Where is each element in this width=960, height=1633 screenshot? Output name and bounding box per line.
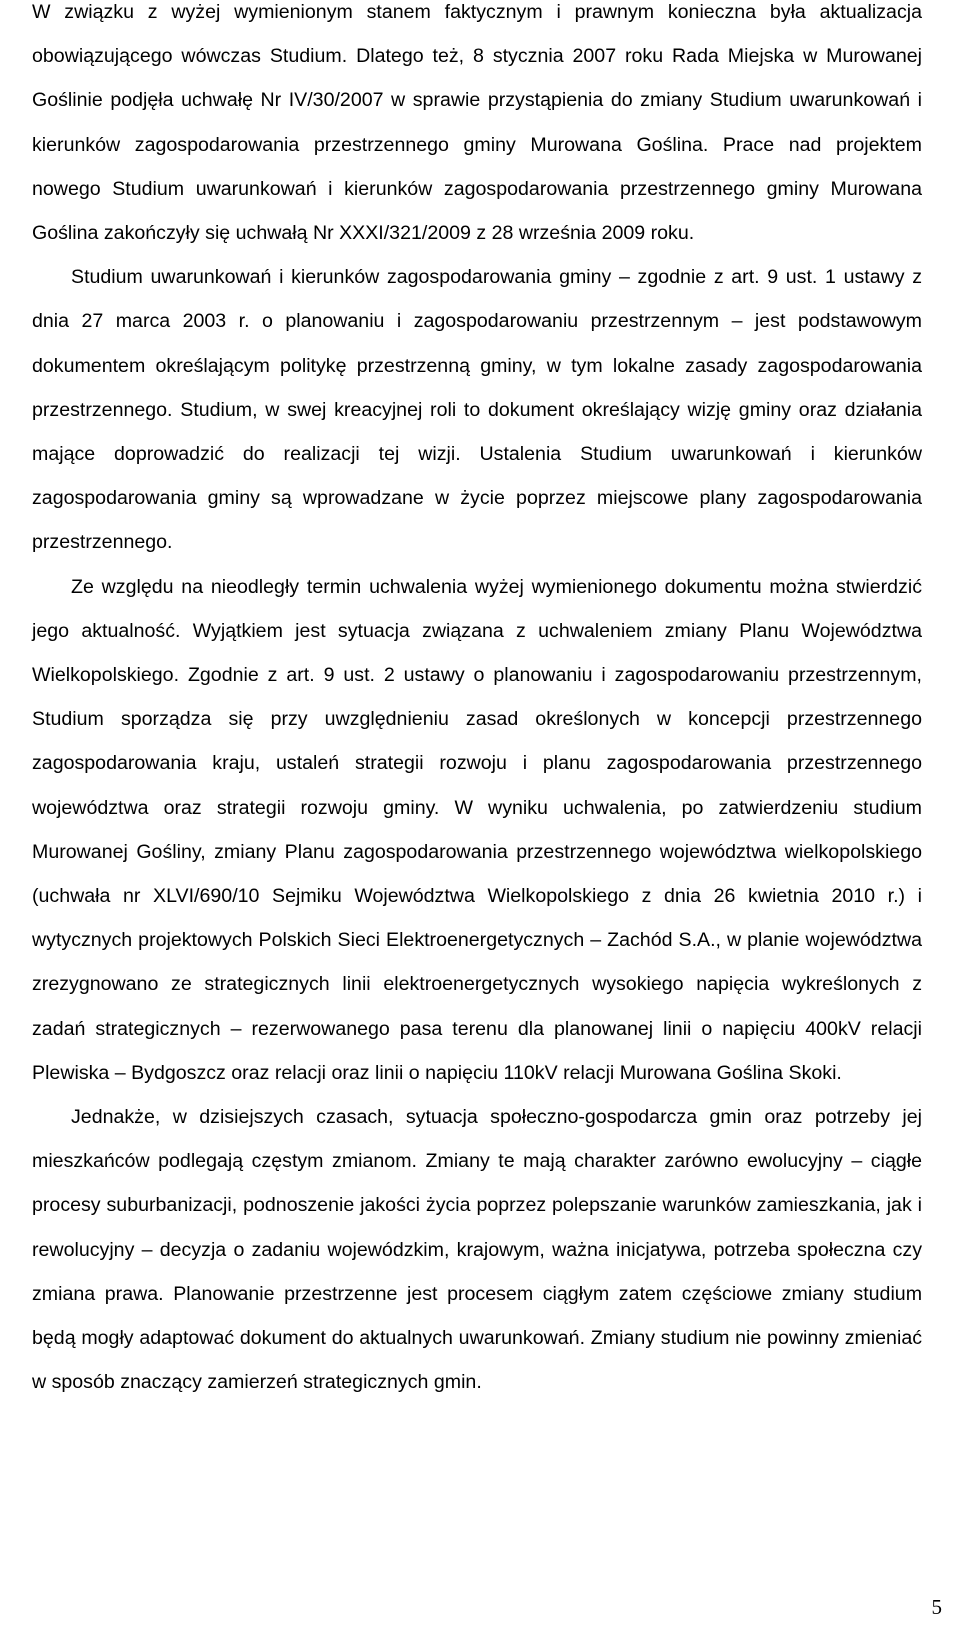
paragraph-4 [32,1095,922,1404]
paragraph-1-sentence-2: Dlatego też, 8 stycznia 2007 roku Rada Miejska w Murowanej Goślinie podjęła uchwałę Nr IV/30/2007 w sprawie przystąpienia do zmiany Studium uwarunkowań i kierunków zagospodarowania przestrzennego gminy Murowana Goślina. [32,45,922,156]
paragraph-2-sentence-1: Studium uwarunkowań i kierunków zagospodarowania gminy – zgodnie z art. 9 ust. 1 ustawy z dnia 27 marca 2003 r. o planowaniu i zagospodarowaniu przestrzennym – jest podstawowym dokumentem określającym politykę przestrzenną gminy, w tym lokalne zasady zagospodarowania przestrzennego. [32,266,922,421]
paragraph-2 [32,255,922,564]
paragraph-3-sentence-2: Wyjątkiem jest sytuacja związana z uchwaleniem zmiany Planu Województwa Wielkopolskiego. [32,619,922,687]
paragraph-1-sentence-1: W związku z wyżej wymienionym stanem faktycznym i prawnym konieczna była aktualizacja obowiązującego wówczas Studium. [32,1,922,68]
paragraph-3-sentence-1: Ze względu na nieodległy termin uchwalenia wyżej wymienionego dokumentu można stwierdzić jego aktualność. [32,575,922,642]
paragraph-4-sentence-2: Zmiany te mają charakter zarówno ewolucyjny – ciągłe procesy suburbanizacji, podnoszenie jakości życia poprzez polepszanie warunków zamieszkania, jak i rewolucyjny – decyzja o zadaniu wojewódzkim, krajowym, ważna inicjatywa, potrzeba społeczna czy zmiana prawa. [32,1150,922,1305]
paragraph-2-sentence-3: Ustalenia Studium uwarunkowań i kierunków zagospodarowania gminy są wprowadzane w życie poprzez miejscowe plany zagospodarowania przestrzennego. [32,443,922,554]
page-number: 5 [931,1595,942,1619]
paragraph-4-sentence-1: Jednakże, w dzisiejszych czasach, sytuacja społeczno-gospodarcza gmin oraz potrzeby jej mieszkańców podlegają częstym zmianom. [32,1106,922,1173]
paragraph-3-sentence-3: Zgodnie z art. 9 ust. 2 ustawy o planowaniu i zagospodarowaniu przestrzennym, Studium sporządza się przy uwzględnieniu zasad określonych w koncepcji przestrzennego zagospodarowania kraju, ustaleń strategii rozwoju i planu zagospodarowania przestrzennego województwa oraz strategii rozwoju gminy. [32,664,922,819]
paragraph-3-sentence-4: W wyniku uchwalenia, po zatwierdzeniu studium Murowanej Gośliny, zmiany Planu zagospodarowania przestrzennego województwa wielkopolskiego (uchwała nr XLVI/690/10 Sejmiku Województwa Wielkopolskiego z dnia 26 kwietnia 2010 r.) i wytycznych projektowych Polskich Sieci Elektroenergetycznych – Zachód S.A., w planie województwa zrezygnowano ze strategicznych linii elektroenergetycznych wysokiego napięcia wykreślonych z zadań strategicznych – rezerwowanego pasa terenu dla planowanej linii o napięciu 400kV relacji Plewiska – Bydgoszcz oraz relacji oraz linii o napięciu 110kV relacji Murowana Goślina Skoki. [32,796,922,1084]
paragraph-1-sentence-3: Prace nad projektem nowego Studium uwarunkowań i kierunków zagospodarowania przestrzennego gminy Murowana Goślina zakończyły się uchwałą Nr XXXI/321/2009 z 28 września 2009 roku. [32,133,922,245]
paragraph-4-sentence-3: Planowanie przestrzenne jest procesem ciągłym zatem częściowe zmiany studium będą mogły adaptować dokument do aktualnych uwarunkowań. [32,1282,923,1350]
paragraph-3 [32,565,922,1095]
paragraph-2-sentence-2: Studium, w swej kreacyjnej roli to dokument określający wizję gminy oraz działania mające doprowadzić do realizacji tej wizji. [32,398,922,466]
paragraph-4-sentence-4: Zmiany studium nie powinny zmieniać w sposób znaczący zamierzeń strategicznych gmin. [32,1327,923,1394]
paragraph-1 [32,0,922,255]
